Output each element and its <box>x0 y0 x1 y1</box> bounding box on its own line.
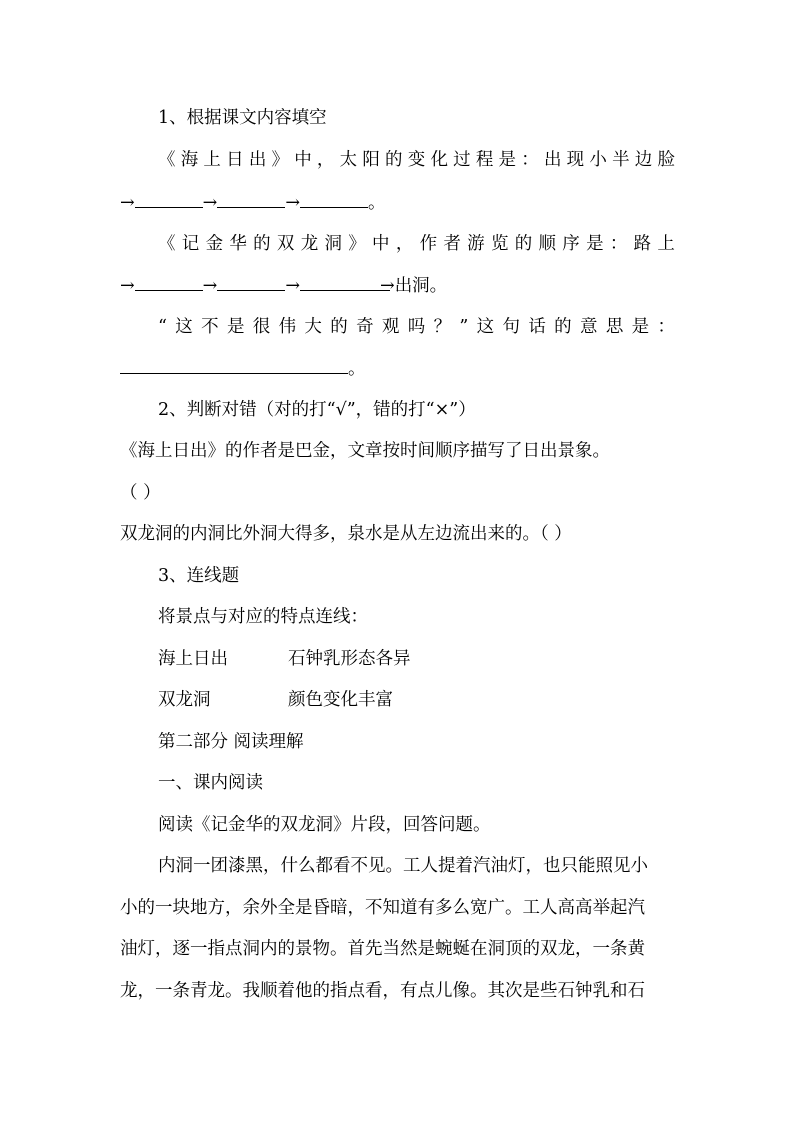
part2-instruction: 阅读《记金华的双龙洞》片段，回答问题。 <box>158 815 491 835</box>
match-left-2[interactable]: 双龙洞 <box>158 690 211 710</box>
q1-item2-text: 《 记 金 华 的 双 龙 洞 》 中 ， 作 者 游 览 的 顺 序 是 ： 路 上 <box>158 234 675 254</box>
passage-line: 龙，一条青龙。我顺着他的指点看，有点儿像。其次是些石钟乳和石 <box>120 981 645 1001</box>
match-row-1 <box>158 647 675 671</box>
fill-blank[interactable] <box>300 273 390 291</box>
match-left-1[interactable]: 海上日出 <box>158 649 228 669</box>
q2-item1: 《海上日出》的作者是巴金，文章按时间顺序描写了日出景象。 <box>120 441 610 461</box>
passage-line: 内洞一团漆黑，什么都看不见。工人提着汽油灯，也只能照见小 <box>158 856 648 876</box>
q1-item2-blanks: → → → →出洞。 <box>120 273 675 298</box>
q1-title: 1、根据课文内容填空 <box>158 108 327 128</box>
q2-item2: 双龙洞的内洞比外洞大得多，泉水是从左边流出来的。（ ） <box>120 524 572 544</box>
q1-item1-blanks: → → → 。 <box>120 190 675 215</box>
fill-blank[interactable] <box>300 190 368 208</box>
match-right-2[interactable]: 颜色变化丰富 <box>288 690 393 710</box>
passage-line: 油灯，逐一指点洞内的景物。首先当然是蜿蜒在洞顶的双龙，一条黄 <box>120 939 645 959</box>
q1-item3-blank: 。 <box>120 356 675 381</box>
fill-blank[interactable] <box>135 190 203 208</box>
fill-blank[interactable] <box>217 190 285 208</box>
fill-blank[interactable] <box>135 273 203 291</box>
passage-line: 小的一块地方，余外全是昏暗，不知道有多么宽广。工人高高举起汽 <box>120 898 645 918</box>
part2-title: 第二部分 阅读理解 <box>158 732 304 752</box>
fill-blank[interactable] <box>120 356 348 374</box>
q3-instruction: 将景点与对应的特点连线： <box>158 607 368 627</box>
q1-item1-text: 《 海 上 日 出 》 中 ， 太 阳 的 变 化 过 程 是 ： 出 现 小 半 边 脸 <box>158 150 675 170</box>
fill-blank[interactable] <box>217 273 285 291</box>
q3-title: 3、连线题 <box>158 566 240 586</box>
q2-title: 2、判断对错（对的打“√”，错的打“×”） <box>158 400 476 420</box>
match-row-2 <box>158 688 675 712</box>
q2-item1-paren[interactable]: （ ） <box>120 483 161 503</box>
match-right-1[interactable]: 石钟乳形态各异 <box>288 649 411 669</box>
part2-section: 一、课内阅读 <box>158 773 263 793</box>
q1-item3-text: “ 这 不 是 很 伟 大 的 奇 观 吗 ？ ” 这 句 话 的 意 思 是 ： <box>158 317 675 337</box>
